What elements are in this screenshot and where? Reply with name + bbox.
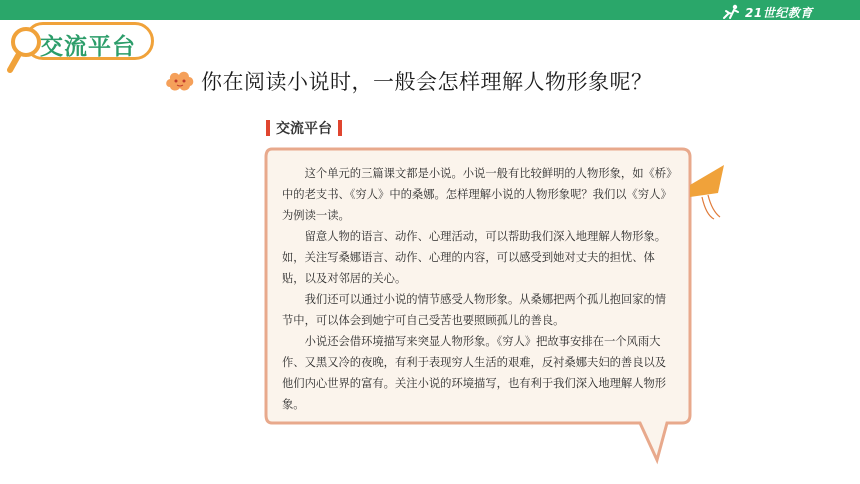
section-title: 交流平台 (40, 34, 136, 60)
question-text: 你在阅读小说时，一般会怎样理解人物形象呢？ (201, 70, 653, 94)
panel-text (282, 163, 672, 415)
brand-logo (720, 4, 813, 20)
bookmark-tag-icon (690, 165, 724, 219)
label-bar-right (338, 120, 342, 136)
panel-label (266, 118, 342, 138)
paragraph-2: 留意人物的语言、动作、心理活动，可以帮助我们深入地理解人物形象。如，关注写桑娜语言、动作、心理的内容，可以感受到她对丈夫的担忧、体贴，以及对邻居的关心。 (282, 230, 667, 285)
paragraph-3: 我们还可以通过小说的情节感受人物形象。从桑娜把两个孤儿抱回家的情节中，可以体会到她宁可自己受苦也要照顾孤儿的善良。 (282, 293, 667, 327)
paragraph-4: 小说还会借环境描写来突显人物形象。《穷人》把故事安排在一个风雨大作、又黑又冷的夜晚，有利于表现穷人生活的艰难，反衬桑娜夫妇的善良以及他们内心世界的富有。关注小说的环境描写，也有利于我们深入地理解人物形象。 (282, 335, 667, 411)
paragraph-1: 这个单元的三篇课文都是小说。小说一般有比较鲜明的人物形象，如《桥》中的老支书、《穷人》中的桑娜。怎样理解小说的人物形象呢？我们以《穷人》为例读一读。 (282, 167, 672, 222)
running-figure-icon (720, 4, 742, 20)
cloud-icon (163, 67, 197, 95)
label-bar-left (266, 120, 270, 136)
logo-text: 21世纪教育 (745, 5, 813, 20)
panel-label-text: 交流平台 (276, 121, 332, 137)
question-row (163, 66, 653, 96)
